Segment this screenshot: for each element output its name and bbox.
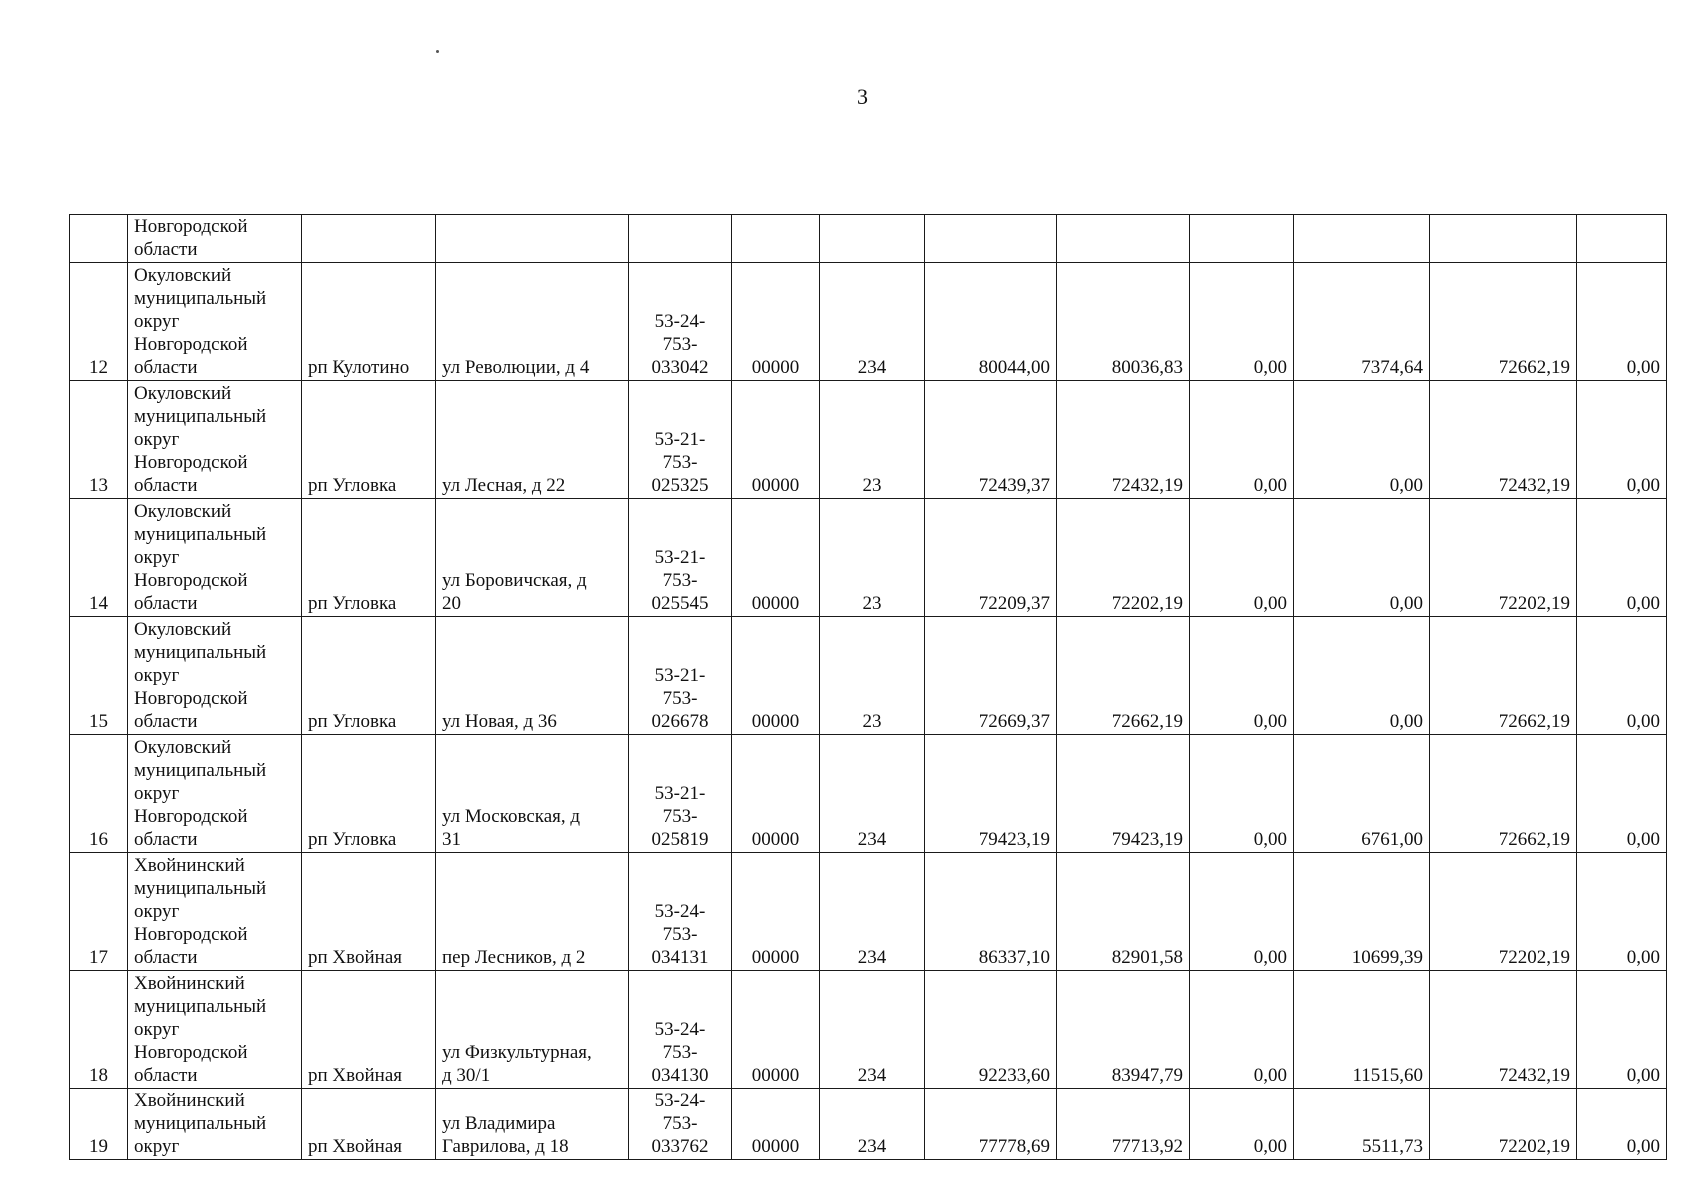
cell-amount-4: 5511,73 — [1294, 1089, 1430, 1160]
scan-speck — [436, 50, 439, 53]
cell-kl: 00000 — [732, 971, 820, 1089]
cell-address: ул Физкультурная, д 30/1 — [436, 971, 629, 1089]
cell-oktm: 234 — [820, 263, 925, 381]
cell-amount-5: 72662,19 — [1430, 617, 1577, 735]
table-row — [70, 971, 1667, 1089]
cell-municipality: Окуловский муниципальный округ Новгородской области — [128, 735, 302, 853]
cell-amount-3: 0,00 — [1190, 1089, 1294, 1160]
cell-address: ул Владимира Гаврилова, д 18 — [436, 1089, 629, 1160]
cell-code: 53-21- 753- 025819 — [629, 735, 732, 853]
cell-code: 53-24- 753- 033042 — [629, 263, 732, 381]
cell-locality: рп Хвойная — [302, 971, 436, 1089]
cell-locality: рп Угловка — [302, 499, 436, 617]
table-row — [70, 263, 1667, 381]
cell-oktm: 23 — [820, 381, 925, 499]
cell-amount-3: 0,00 — [1190, 971, 1294, 1089]
cell-kl: 00000 — [732, 735, 820, 853]
cell-amount-4: 11515,60 — [1294, 971, 1430, 1089]
table-row — [70, 617, 1667, 735]
cell-amount-6: 0,00 — [1577, 381, 1667, 499]
cell-amount-5: 72202,19 — [1430, 1089, 1577, 1160]
cell-amount-1: 77778,69 — [925, 1089, 1057, 1160]
cell-amount-2: 72202,19 — [1057, 499, 1190, 617]
cell-kl: 00000 — [732, 263, 820, 381]
cell-code: 53-21- 753- 025325 — [629, 381, 732, 499]
cell-empty — [1190, 215, 1294, 263]
cell-amount-3: 0,00 — [1190, 853, 1294, 971]
cell-kl: 00000 — [732, 1089, 820, 1160]
cell-num: 15 — [70, 617, 128, 735]
cell-kl: 00000 — [732, 853, 820, 971]
cell-address: ул Московская, д 31 — [436, 735, 629, 853]
cell-empty — [1057, 215, 1190, 263]
cell-locality: рп Хвойная — [302, 1089, 436, 1160]
table-row-continuation — [70, 215, 1667, 263]
cell-amount-2: 72432,19 — [1057, 381, 1190, 499]
cell-empty — [732, 215, 820, 263]
cell-locality: рп Хвойная — [302, 853, 436, 971]
cell-amount-6: 0,00 — [1577, 853, 1667, 971]
cell-num — [70, 215, 128, 263]
cell-num: 17 — [70, 853, 128, 971]
cell-amount-5: 72432,19 — [1430, 381, 1577, 499]
cell-num: 13 — [70, 381, 128, 499]
cell-amount-1: 72669,37 — [925, 617, 1057, 735]
cell-amount-2: 82901,58 — [1057, 853, 1190, 971]
cell-num: 16 — [70, 735, 128, 853]
cell-amount-1: 72439,37 — [925, 381, 1057, 499]
cell-amount-6: 0,00 — [1577, 263, 1667, 381]
table-row — [70, 1089, 1667, 1160]
cell-amount-4: 7374,64 — [1294, 263, 1430, 381]
cell-amount-2: 72662,19 — [1057, 617, 1190, 735]
cell-empty — [302, 215, 436, 263]
cell-amount-5: 72662,19 — [1430, 735, 1577, 853]
cell-code: 53-24- 753- 034131 — [629, 853, 732, 971]
cell-amount-3: 0,00 — [1190, 735, 1294, 853]
cell-amount-1: 86337,10 — [925, 853, 1057, 971]
cell-amount-5: 72202,19 — [1430, 853, 1577, 971]
cell-num: 12 — [70, 263, 128, 381]
table-row — [70, 853, 1667, 971]
cell-municipality: Хвойнинский муниципальный округ — [128, 1089, 302, 1160]
cell-amount-5: 72432,19 — [1430, 971, 1577, 1089]
cell-amount-2: 80036,83 — [1057, 263, 1190, 381]
cell-amount-1: 72209,37 — [925, 499, 1057, 617]
cell-empty — [436, 215, 629, 263]
cell-amount-2: 79423,19 — [1057, 735, 1190, 853]
cell-address: ул Лесная, д 22 — [436, 381, 629, 499]
cell-empty — [629, 215, 732, 263]
cell-amount-3: 0,00 — [1190, 617, 1294, 735]
cell-code: 53-24- 753- 033762 — [629, 1089, 732, 1160]
cell-amount-4: 0,00 — [1294, 617, 1430, 735]
cell-locality: рп Кулотино — [302, 263, 436, 381]
cell-locality: рп Угловка — [302, 735, 436, 853]
cell-municipality: Хвойнинский муниципальный округ Новгородской области — [128, 853, 302, 971]
cell-amount-4: 0,00 — [1294, 381, 1430, 499]
cell-code: 53-24- 753- 034130 — [629, 971, 732, 1089]
table-row — [70, 499, 1667, 617]
cell-amount-3: 0,00 — [1190, 263, 1294, 381]
cell-oktm: 23 — [820, 499, 925, 617]
cell-address: пер Лесников, д 2 — [436, 853, 629, 971]
cell-num: 18 — [70, 971, 128, 1089]
cell-municipality: Окуловский муниципальный округ Новгородской области — [128, 381, 302, 499]
cell-amount-1: 79423,19 — [925, 735, 1057, 853]
cell-oktm: 234 — [820, 1089, 925, 1160]
cell-num: 14 — [70, 499, 128, 617]
cell-amount-6: 0,00 — [1577, 735, 1667, 853]
cell-locality: рп Угловка — [302, 381, 436, 499]
cell-empty — [820, 215, 925, 263]
cell-empty — [925, 215, 1057, 263]
cell-empty — [1294, 215, 1430, 263]
cell-num: 19 — [70, 1089, 128, 1160]
cell-kl: 00000 — [732, 617, 820, 735]
cell-address: ул Боровичская, д 20 — [436, 499, 629, 617]
cell-municipality: Окуловский муниципальный округ Новгородской области — [128, 499, 302, 617]
cell-empty — [1430, 215, 1577, 263]
cell-amount-2: 77713,92 — [1057, 1089, 1190, 1160]
cell-address: ул Революции, д 4 — [436, 263, 629, 381]
cell-amount-5: 72662,19 — [1430, 263, 1577, 381]
cell-locality: рп Угловка — [302, 617, 436, 735]
cell-amount-6: 0,00 — [1577, 617, 1667, 735]
cell-code: 53-21- 753- 026678 — [629, 617, 732, 735]
cell-kl: 00000 — [732, 499, 820, 617]
cell-amount-3: 0,00 — [1190, 499, 1294, 617]
cell-amount-5: 72202,19 — [1430, 499, 1577, 617]
cell-oktm: 23 — [820, 617, 925, 735]
cell-amount-4: 10699,39 — [1294, 853, 1430, 971]
cell-amount-6: 0,00 — [1577, 1089, 1667, 1160]
cell-oktm: 234 — [820, 735, 925, 853]
cell-amount-6: 0,00 — [1577, 971, 1667, 1089]
cell-address: ул Новая, д 36 — [436, 617, 629, 735]
cell-amount-4: 0,00 — [1294, 499, 1430, 617]
cell-municipality: Окуловский муниципальный округ Новгородской области — [128, 617, 302, 735]
cell-oktm: 234 — [820, 971, 925, 1089]
table-body — [70, 215, 1667, 1160]
cell-amount-1: 80044,00 — [925, 263, 1057, 381]
cell-empty — [1577, 215, 1667, 263]
cell-amount-4: 6761,00 — [1294, 735, 1430, 853]
cell-oktm: 234 — [820, 853, 925, 971]
cell-amount-6: 0,00 — [1577, 499, 1667, 617]
table-row — [70, 381, 1667, 499]
cell-amount-2: 83947,79 — [1057, 971, 1190, 1089]
table-row — [70, 735, 1667, 853]
cell-municipality: Хвойнинский муниципальный округ Новгородской области — [128, 971, 302, 1089]
cell-municipality: Окуловский муниципальный округ Новгородской области — [128, 263, 302, 381]
data-table — [69, 214, 1667, 1160]
cell-code: 53-21- 753- 025545 — [629, 499, 732, 617]
page-number: 3 — [857, 84, 868, 109]
cell-amount-3: 0,00 — [1190, 381, 1294, 499]
cell-municipality: Новгородской области — [128, 215, 302, 263]
cell-amount-1: 92233,60 — [925, 971, 1057, 1089]
cell-kl: 00000 — [732, 381, 820, 499]
